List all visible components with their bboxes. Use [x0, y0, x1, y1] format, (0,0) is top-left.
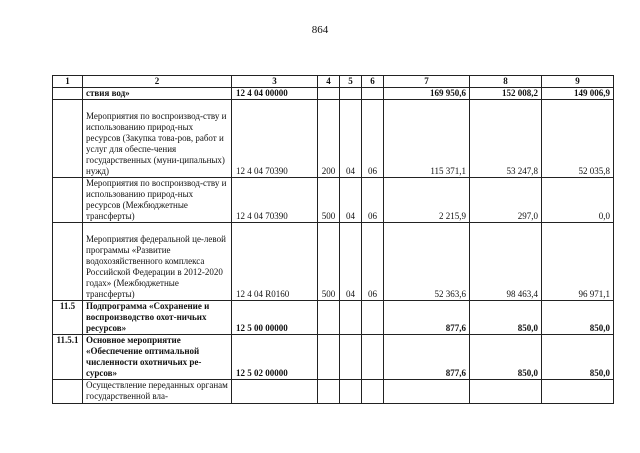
amount-year-1-cell: 877,6 [384, 301, 470, 335]
table-row [53, 301, 614, 335]
table-row [53, 100, 614, 178]
amount-year-2-cell: 297,0 [470, 178, 542, 223]
subsection-cell: 06 [362, 100, 384, 178]
target-code-cell: 12 4 04 R0160 [232, 223, 318, 301]
item-name-cell: Основное мероприятие «Обеспечение оптимальной численности охотничьих ре-сурсов» [83, 335, 232, 380]
table-row [53, 335, 614, 380]
subsection-cell [362, 335, 384, 380]
table-row [53, 88, 614, 100]
amount-year-3-cell: 850,0 [542, 301, 614, 335]
amount-year-2-cell: 850,0 [470, 301, 542, 335]
amount-year-2-cell: 850,0 [470, 335, 542, 380]
expense-type-cell: 200 [318, 100, 340, 178]
column-number: 1 [53, 76, 83, 88]
amount-year-2-cell [470, 380, 542, 404]
section-cell [340, 301, 362, 335]
table-row [53, 380, 614, 404]
target-code-cell: 12 4 04 00000 [232, 88, 318, 100]
amount-year-3-cell: 96 971,1 [542, 223, 614, 301]
expense-type-cell [318, 380, 340, 404]
target-code-cell [232, 380, 318, 404]
column-number-row [53, 76, 614, 88]
subsection-cell [362, 88, 384, 100]
section-cell [340, 335, 362, 380]
section-cell: 04 [340, 100, 362, 178]
subsection-cell [362, 301, 384, 335]
page-number: 864 [311, 24, 329, 36]
row-number-cell [53, 223, 83, 301]
section-cell: 04 [340, 178, 362, 223]
item-name-cell: Мероприятия федеральной це-левой программы «Развитие водохозяйственного комплекса Российской Федерации в 2012-2020 годах» (Межбюджетные трансферты) [83, 223, 232, 301]
amount-year-1-cell: 52 363,6 [384, 223, 470, 301]
amount-year-3-cell: 52 035,8 [542, 100, 614, 178]
section-cell [340, 380, 362, 404]
expense-type-cell: 500 [318, 178, 340, 223]
column-number: 8 [470, 76, 542, 88]
amount-year-2-cell: 152 008,2 [470, 88, 542, 100]
row-number-cell: 11.5 [53, 301, 83, 335]
column-number: 3 [232, 76, 318, 88]
target-code-cell: 12 4 04 70390 [232, 100, 318, 178]
row-number-cell [53, 100, 83, 178]
expense-type-cell [318, 335, 340, 380]
column-number: 7 [384, 76, 470, 88]
row-number-cell [53, 88, 83, 100]
subsection-cell: 06 [362, 223, 384, 301]
row-number-cell [53, 380, 83, 404]
column-number: 4 [318, 76, 340, 88]
column-number: 2 [83, 76, 232, 88]
amount-year-3-cell: 0,0 [542, 178, 614, 223]
budget-table [52, 75, 614, 404]
target-code-cell: 12 5 00 00000 [232, 301, 318, 335]
subsection-cell: 06 [362, 178, 384, 223]
amount-year-1-cell: 2 215,9 [384, 178, 470, 223]
amount-year-2-cell: 98 463,4 [470, 223, 542, 301]
row-number-cell [53, 178, 83, 223]
amount-year-1-cell [384, 380, 470, 404]
section-cell [340, 88, 362, 100]
subsection-cell [362, 380, 384, 404]
target-code-cell: 12 5 02 00000 [232, 335, 318, 380]
column-number: 6 [362, 76, 384, 88]
target-code-cell: 12 4 04 70390 [232, 178, 318, 223]
item-name-cell: Мероприятия по воспроизвод-ству и использованию природ-ных ресурсов (Межбюджетные трансферты) [83, 178, 232, 223]
amount-year-3-cell: 850,0 [542, 335, 614, 380]
item-name-cell: Осуществление переданных органам государственной вла- [83, 380, 232, 404]
amount-year-1-cell: 115 371,1 [384, 100, 470, 178]
section-cell: 04 [340, 223, 362, 301]
item-name-cell: Мероприятия по воспроизвод-ству и использованию природ-ных ресурсов (Закупка това-ров, работ и услуг для обеспе-чения государственных (муни-ципальных) нужд) [83, 100, 232, 178]
expense-type-cell [318, 301, 340, 335]
row-number-cell: 11.5.1 [53, 335, 83, 380]
column-number: 9 [542, 76, 614, 88]
amount-year-1-cell: 877,6 [384, 335, 470, 380]
amount-year-3-cell: 149 006,9 [542, 88, 614, 100]
table-row [53, 223, 614, 301]
expense-type-cell [318, 88, 340, 100]
item-name-cell: ствия вод» [83, 88, 232, 100]
amount-year-2-cell: 53 247,8 [470, 100, 542, 178]
item-name-cell: Подпрограмма «Сохранение и воспроизводство охот-ничьих ресурсов» [83, 301, 232, 335]
amount-year-1-cell: 169 950,6 [384, 88, 470, 100]
table-row [53, 178, 614, 223]
expense-type-cell: 500 [318, 223, 340, 301]
amount-year-3-cell [542, 380, 614, 404]
column-number: 5 [340, 76, 362, 88]
